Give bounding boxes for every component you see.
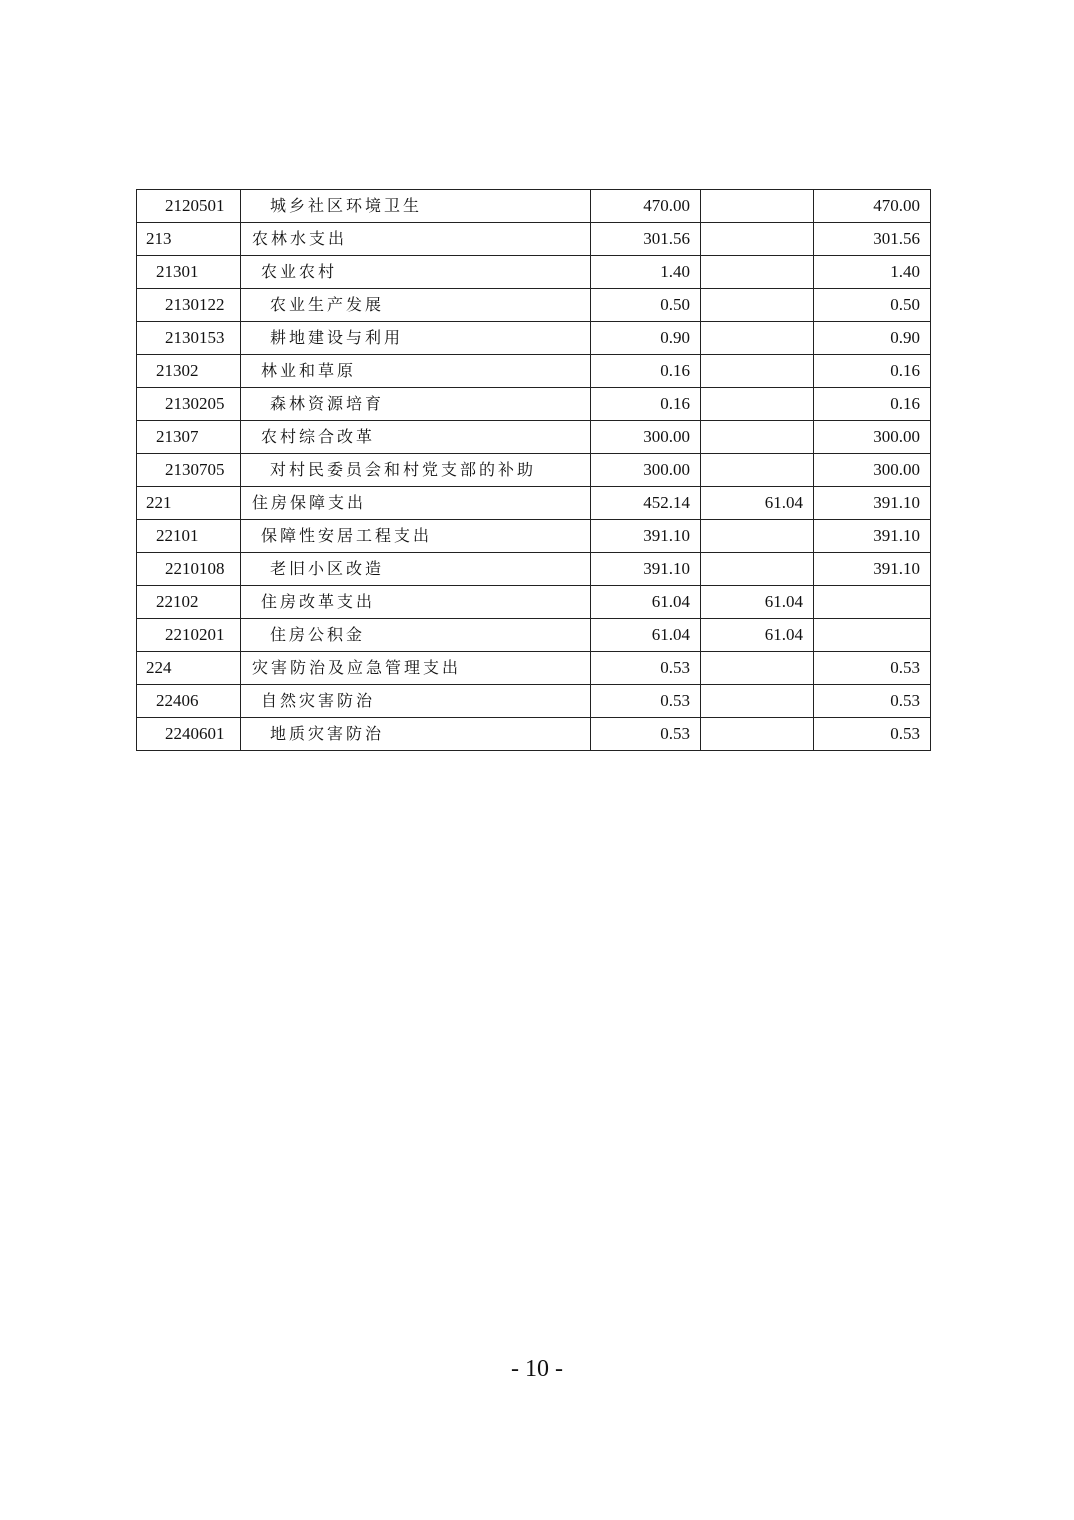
project-expenditure-cell: 301.56 <box>814 223 931 256</box>
total-amount-cell: 0.16 <box>591 388 701 421</box>
table-row <box>137 718 931 751</box>
expenditure-table <box>136 189 931 751</box>
basic-expenditure-cell <box>701 685 814 718</box>
total-amount-cell: 1.40 <box>591 256 701 289</box>
table-row <box>137 586 931 619</box>
total-amount-cell: 452.14 <box>591 487 701 520</box>
account-code-cell: 2210108 <box>137 553 241 586</box>
basic-expenditure-cell: 61.04 <box>701 586 814 619</box>
account-code-cell: 2130153 <box>137 322 241 355</box>
account-code-cell: 2210201 <box>137 619 241 652</box>
account-code-cell: 22101 <box>137 520 241 553</box>
account-code-cell: 2130705 <box>137 454 241 487</box>
project-expenditure-cell: 300.00 <box>814 454 931 487</box>
account-code-cell: 21307 <box>137 421 241 454</box>
account-name-cell: 地质灾害防治 <box>241 718 591 751</box>
table-row <box>137 190 931 223</box>
total-amount-cell: 300.00 <box>591 454 701 487</box>
table-row <box>137 388 931 421</box>
total-amount-cell: 0.53 <box>591 718 701 751</box>
project-expenditure-cell: 0.16 <box>814 388 931 421</box>
table-row <box>137 487 931 520</box>
account-code-cell: 22406 <box>137 685 241 718</box>
table-row <box>137 355 931 388</box>
project-expenditure-cell: 391.10 <box>814 553 931 586</box>
project-expenditure-cell: 470.00 <box>814 190 931 223</box>
table-row <box>137 256 931 289</box>
account-code-cell: 2240601 <box>137 718 241 751</box>
account-code-cell: 2130205 <box>137 388 241 421</box>
basic-expenditure-cell <box>701 718 814 751</box>
total-amount-cell: 0.53 <box>591 685 701 718</box>
table-row <box>137 652 931 685</box>
project-expenditure-cell: 0.16 <box>814 355 931 388</box>
basic-expenditure-cell <box>701 454 814 487</box>
account-name-cell: 农村综合改革 <box>241 421 591 454</box>
total-amount-cell: 61.04 <box>591 586 701 619</box>
total-amount-cell: 0.90 <box>591 322 701 355</box>
basic-expenditure-cell <box>701 289 814 322</box>
project-expenditure-cell: 0.53 <box>814 652 931 685</box>
total-amount-cell: 0.53 <box>591 652 701 685</box>
basic-expenditure-cell <box>701 355 814 388</box>
account-code-cell: 21301 <box>137 256 241 289</box>
project-expenditure-cell <box>814 619 931 652</box>
account-name-cell: 农林水支出 <box>241 223 591 256</box>
account-name-cell: 住房改革支出 <box>241 586 591 619</box>
page-number: - 10 - <box>511 1356 563 1382</box>
basic-expenditure-cell <box>701 223 814 256</box>
project-expenditure-cell: 0.90 <box>814 322 931 355</box>
account-code-cell: 2120501 <box>137 190 241 223</box>
total-amount-cell: 0.50 <box>591 289 701 322</box>
total-amount-cell: 391.10 <box>591 553 701 586</box>
account-name-cell: 住房公积金 <box>241 619 591 652</box>
account-name-cell: 耕地建设与利用 <box>241 322 591 355</box>
total-amount-cell: 300.00 <box>591 421 701 454</box>
account-name-cell: 老旧小区改造 <box>241 553 591 586</box>
basic-expenditure-cell <box>701 322 814 355</box>
account-code-cell: 2130122 <box>137 289 241 322</box>
table-row <box>137 520 931 553</box>
account-name-cell: 保障性安居工程支出 <box>241 520 591 553</box>
project-expenditure-cell <box>814 586 931 619</box>
account-name-cell: 农业生产发展 <box>241 289 591 322</box>
account-name-cell: 对村民委员会和村党支部的补助 <box>241 454 591 487</box>
account-name-cell: 自然灾害防治 <box>241 685 591 718</box>
basic-expenditure-cell <box>701 256 814 289</box>
total-amount-cell: 61.04 <box>591 619 701 652</box>
project-expenditure-cell: 300.00 <box>814 421 931 454</box>
basic-expenditure-cell <box>701 388 814 421</box>
project-expenditure-cell: 1.40 <box>814 256 931 289</box>
basic-expenditure-cell <box>701 421 814 454</box>
account-name-cell: 城乡社区环境卫生 <box>241 190 591 223</box>
basic-expenditure-cell <box>701 520 814 553</box>
table-row <box>137 685 931 718</box>
account-code-cell: 22102 <box>137 586 241 619</box>
expenditure-table-body <box>137 190 931 751</box>
project-expenditure-cell: 0.53 <box>814 718 931 751</box>
table-row <box>137 223 931 256</box>
account-name-cell: 住房保障支出 <box>241 487 591 520</box>
basic-expenditure-cell <box>701 553 814 586</box>
basic-expenditure-cell: 61.04 <box>701 487 814 520</box>
project-expenditure-cell: 391.10 <box>814 487 931 520</box>
total-amount-cell: 301.56 <box>591 223 701 256</box>
account-code-cell: 21302 <box>137 355 241 388</box>
account-name-cell: 灾害防治及应急管理支出 <box>241 652 591 685</box>
account-code-cell: 221 <box>137 487 241 520</box>
table-row <box>137 454 931 487</box>
account-name-cell: 森林资源培育 <box>241 388 591 421</box>
total-amount-cell: 470.00 <box>591 190 701 223</box>
account-code-cell: 224 <box>137 652 241 685</box>
table-row <box>137 553 931 586</box>
account-name-cell: 农业农村 <box>241 256 591 289</box>
table-row <box>137 289 931 322</box>
basic-expenditure-cell <box>701 190 814 223</box>
account-name-cell: 林业和草原 <box>241 355 591 388</box>
basic-expenditure-cell: 61.04 <box>701 619 814 652</box>
table-row <box>137 322 931 355</box>
total-amount-cell: 0.16 <box>591 355 701 388</box>
table-row <box>137 421 931 454</box>
project-expenditure-cell: 391.10 <box>814 520 931 553</box>
account-code-cell: 213 <box>137 223 241 256</box>
project-expenditure-cell: 0.50 <box>814 289 931 322</box>
total-amount-cell: 391.10 <box>591 520 701 553</box>
project-expenditure-cell: 0.53 <box>814 685 931 718</box>
table-row <box>137 619 931 652</box>
basic-expenditure-cell <box>701 652 814 685</box>
